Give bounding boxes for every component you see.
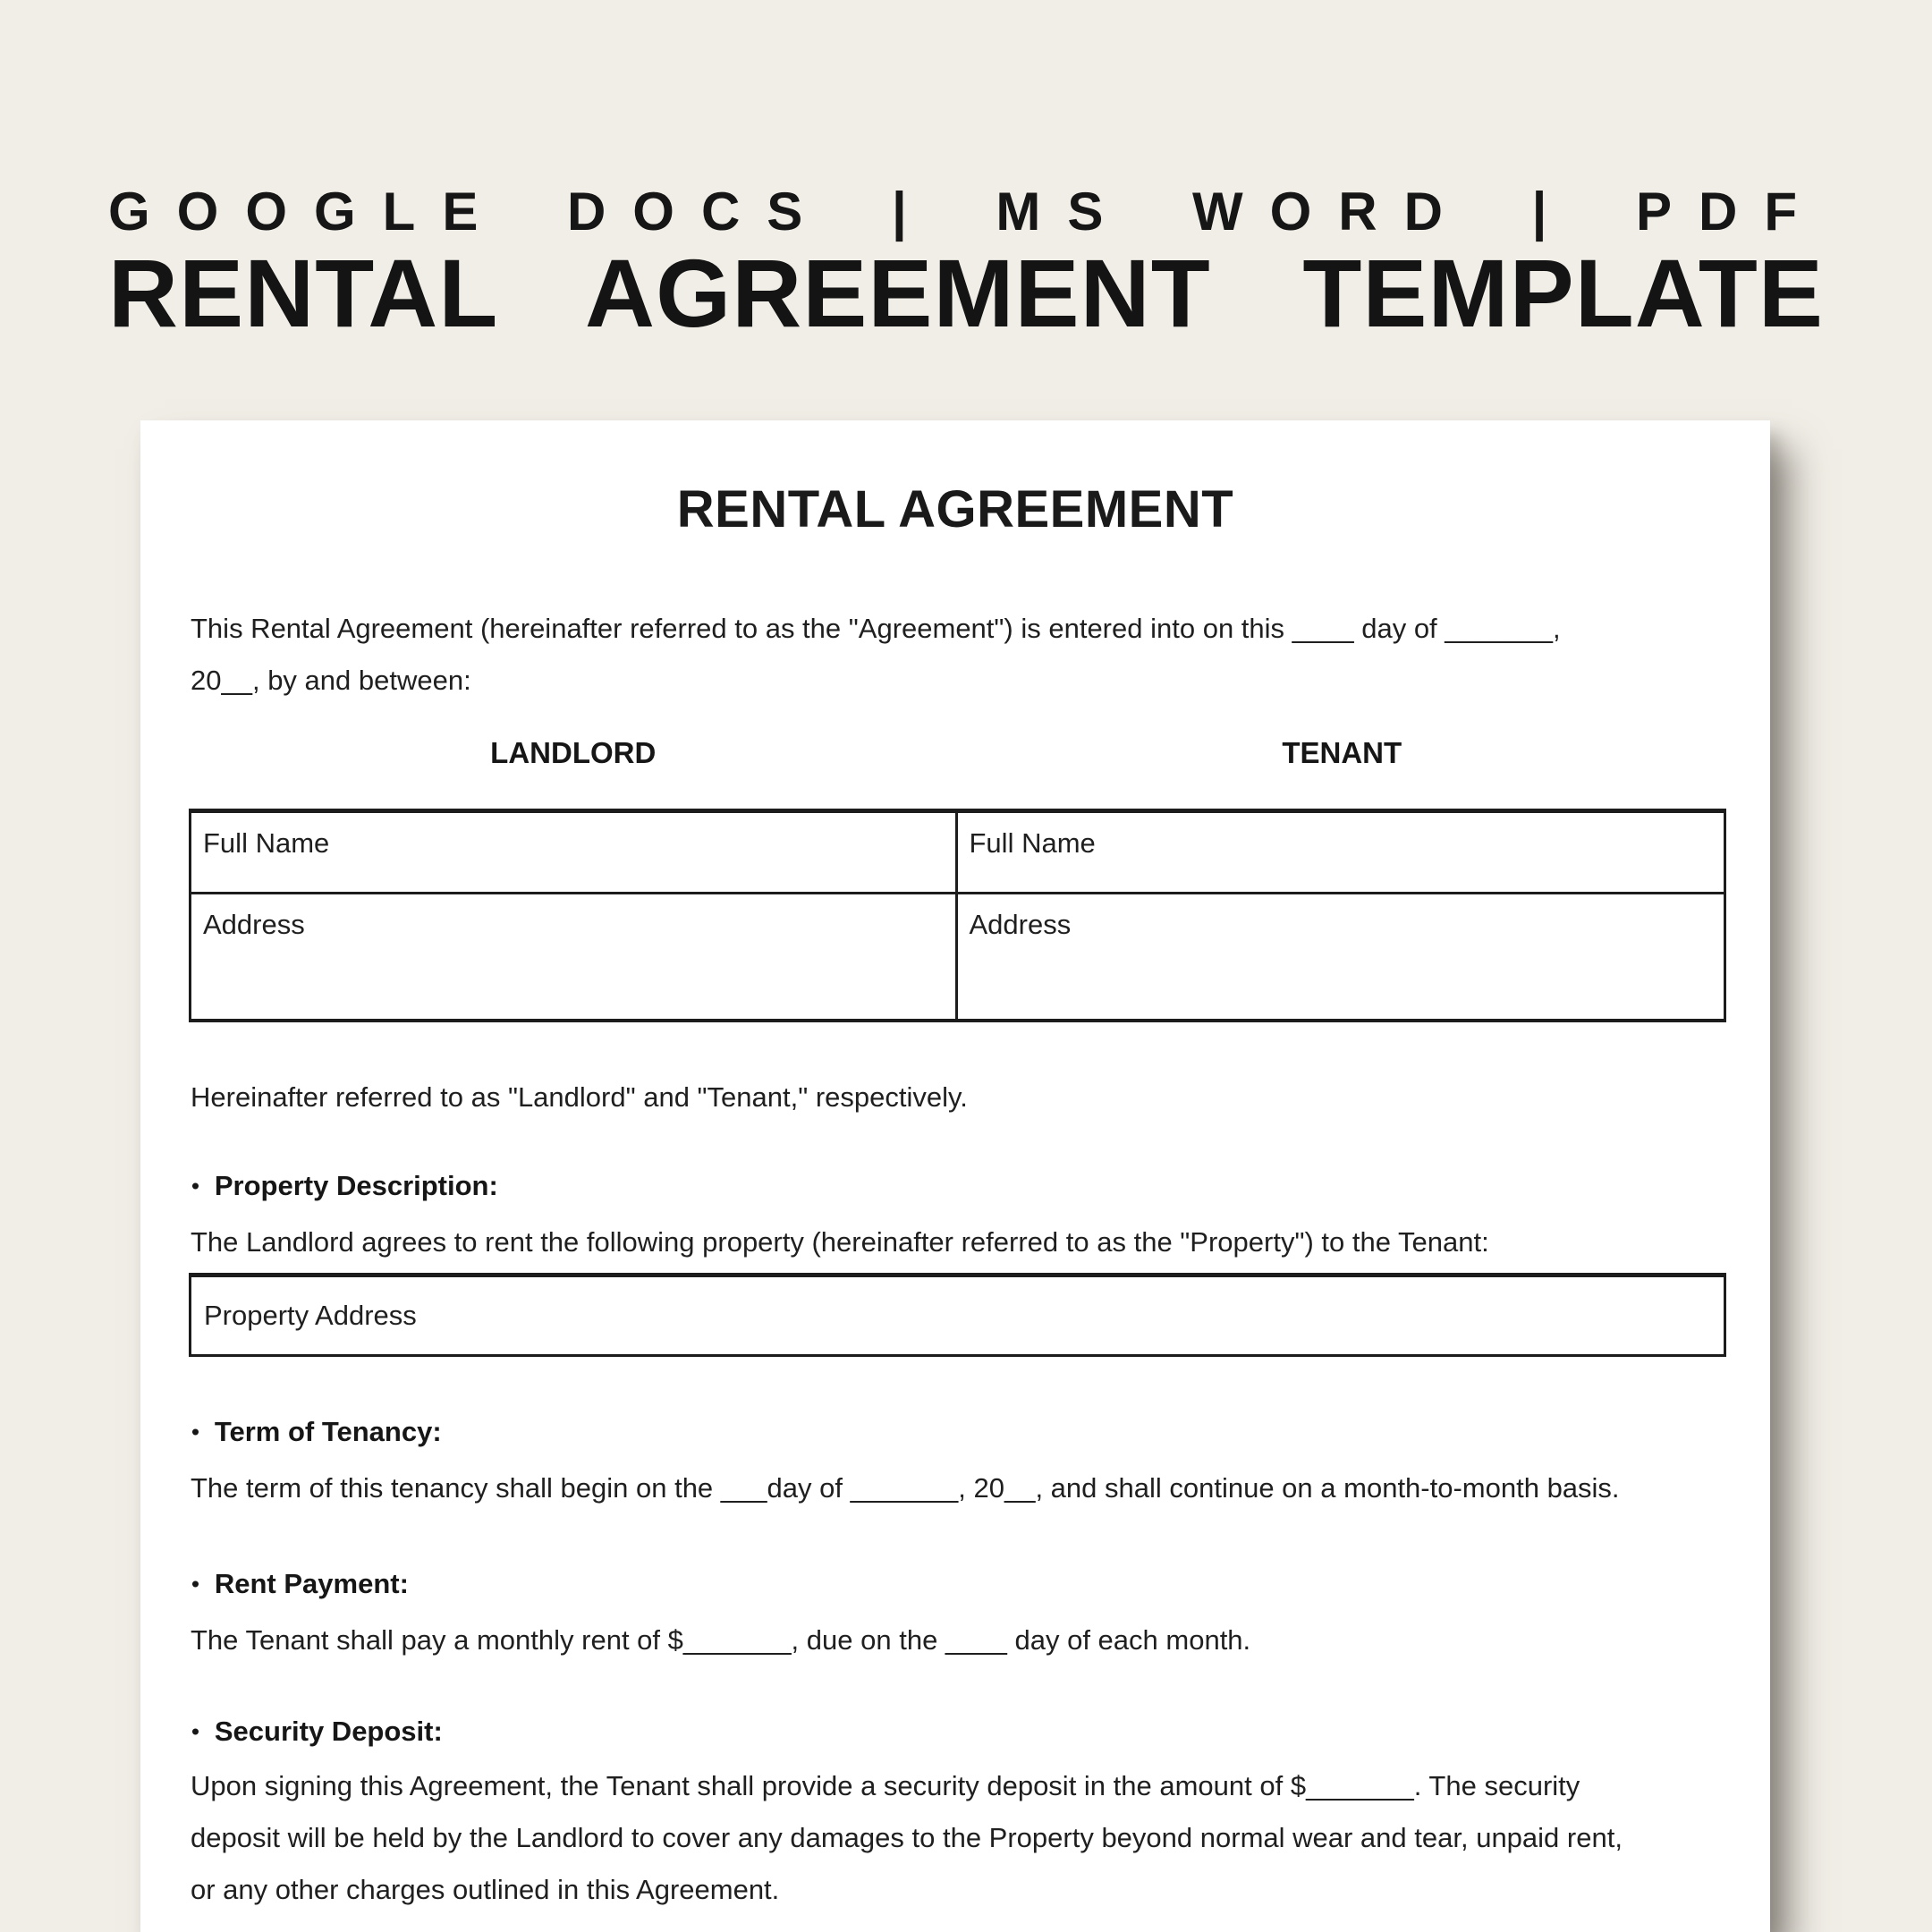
security-deposit-heading-label: Security Deposit: (214, 1716, 443, 1747)
landlord-fullname-cell: Full Name (191, 813, 958, 892)
bullet-icon: • (191, 1570, 200, 1597)
bullet-icon: • (191, 1717, 200, 1745)
hereinafter-note: Hereinafter referred to as "Landlord" and "Tenant," respectively. (191, 1081, 968, 1113)
rent-payment-body: The Tenant shall pay a monthly rent of $_______, due on the ____ day of each month. (191, 1624, 1251, 1656)
table-row-address (191, 894, 1724, 1019)
tenant-fullname-cell: Full Name (969, 827, 1096, 859)
document-page (140, 420, 1770, 1932)
document-title: RENTAL AGREEMENT (676, 480, 1234, 538)
parties-column-labels (189, 736, 1726, 770)
landlord-address-cell: Address (191, 894, 958, 1019)
parties-table (189, 809, 1726, 1022)
landlord-column-label: LANDLORD (490, 736, 657, 769)
rent-payment-heading-label: Rent Payment: (214, 1568, 409, 1599)
intro-paragraph: This Rental Agreement (hereinafter referred to as the "Agreement") is entered into on this ____ day of _______, 20__, by and between: (191, 613, 1561, 696)
header-formats-line: GOOGLE DOCS | MS WORD | PDF (108, 182, 1824, 242)
term-of-tenancy-heading (191, 1413, 442, 1451)
security-deposit-body: Upon signing this Agreement, the Tenant shall provide a security deposit in the amount of $_______. The security deposit will be held by the Landlord to cover any damages to the Property beyond normal wear and tear, unpaid rent, or any other charges outlined in this Agreement. (191, 1770, 1623, 1905)
term-of-tenancy-heading-label: Term of Tenancy: (214, 1416, 442, 1447)
term-of-tenancy-body: The term of this tenancy shall begin on the ___day of _______, 20__, and shall continue on a month-to-month basis. (191, 1472, 1620, 1504)
header-title: RENTAL AGREEMENT TEMPLATE (108, 239, 1824, 347)
table-row-full-name (191, 813, 1724, 894)
property-description-heading-label: Property Description: (214, 1170, 498, 1201)
property-address-box: Property Address (189, 1273, 1726, 1357)
bullet-icon: • (191, 1172, 200, 1199)
tenant-address-cell: Address (969, 909, 1072, 940)
security-deposit-heading (191, 1713, 443, 1750)
tenant-column-label: TENANT (1282, 736, 1402, 769)
property-description-heading (191, 1167, 498, 1205)
bullet-icon: • (191, 1418, 200, 1445)
rent-payment-heading (191, 1565, 409, 1603)
property-description-body: The Landlord agrees to rent the following property (hereinafter referred to as the "Property") to the Tenant: (191, 1226, 1489, 1258)
